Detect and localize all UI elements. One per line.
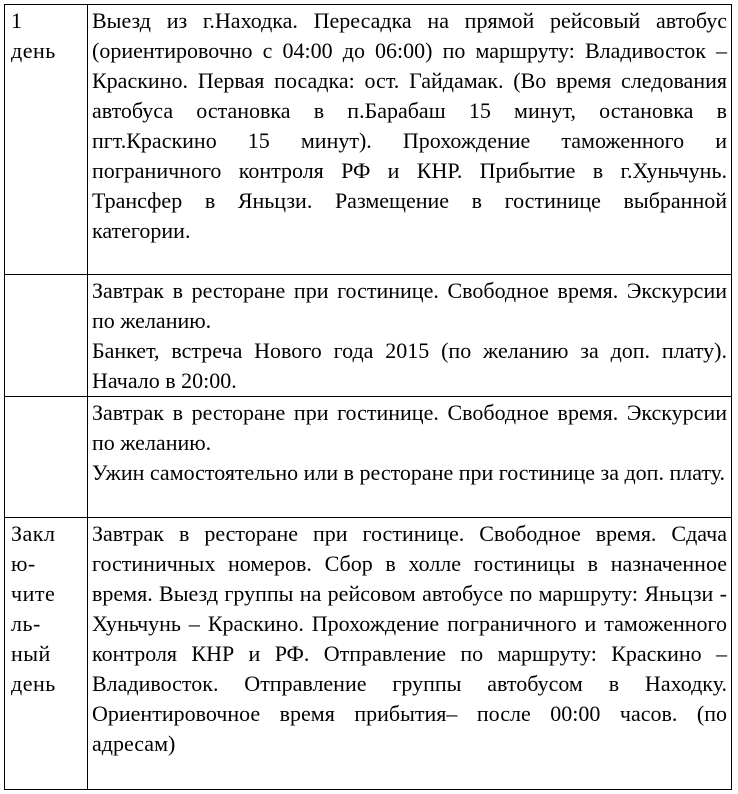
description-paragraph: Ужин самостоятельно или в ресторане при гостинице за доп. плату. [92, 460, 726, 485]
day-label-line: Закл [11, 521, 56, 546]
description-paragraph: Завтрак в ресторане при гостинице. Свободное время. Экскурсии по желанию. [92, 278, 727, 333]
day-description-cell [88, 5, 732, 275]
description-paragraph: Банкет, встреча Нового года 2015 (по желанию за доп. плату). Начало в 20:00. [92, 338, 727, 393]
day-label-line: день [11, 671, 56, 696]
table-row-day-1 [5, 5, 732, 275]
day-label-cell [5, 275, 88, 397]
table-row-final-day [5, 518, 732, 790]
day-label-cell [5, 5, 88, 275]
description-paragraph: Выезд из г.Находка. Пересадка на прямой рейсовый автобус (ориентировочно с 04:00 до 06:00) по маршруту: Владивосток – Краскино. Первая посадка: ост. Гайдамак. (Во время следования автобуса остановка в п.Барабаш 15 минут, остановка в пгт.Краскино 15 минут). Прохождение таможенного и пограничного контроля РФ и КНР. Прибытие в г.Хуньчунь. Трансфер в Яньцзи. Размещение в гостинице выбранной категории. [92, 8, 727, 243]
day-label-line: чите [11, 581, 56, 606]
day-label-line: ю- [11, 551, 36, 576]
day-label-line: ль- [11, 611, 41, 636]
day-label-line: ный [11, 641, 51, 666]
day-label-cell [5, 518, 88, 790]
description-paragraph: Завтрак в ресторане при гостинице. Свободное время. Сдача гостиничных номеров. Сбор в холле гостиницы в назначенное время. Выезд группы на рейсовом автобусе по маршруту: Яньцзи - Хуньчунь – Краскино. Прохождение пограничного и таможенного контроля КНР и РФ. Отправление по маршруту: Краскино – Владивосток. Отправление группы автобусом в Находку. Ориентировочное время прибытия– после 00:00 часов. (по адресам) [92, 521, 727, 756]
day-label-line: день [11, 38, 56, 63]
table-row-day-2 [5, 275, 732, 397]
table-row-day-3 [5, 397, 732, 518]
day-description-cell [88, 397, 732, 518]
day-description-cell [88, 518, 732, 790]
description-paragraph: Завтрак в ресторане при гостинице. Свободное время. Экскурсии по желанию. [92, 400, 727, 455]
day-label-line: 1 [11, 8, 23, 33]
itinerary-table [4, 4, 732, 790]
day-label-cell [5, 397, 88, 518]
day-description-cell [88, 275, 732, 397]
